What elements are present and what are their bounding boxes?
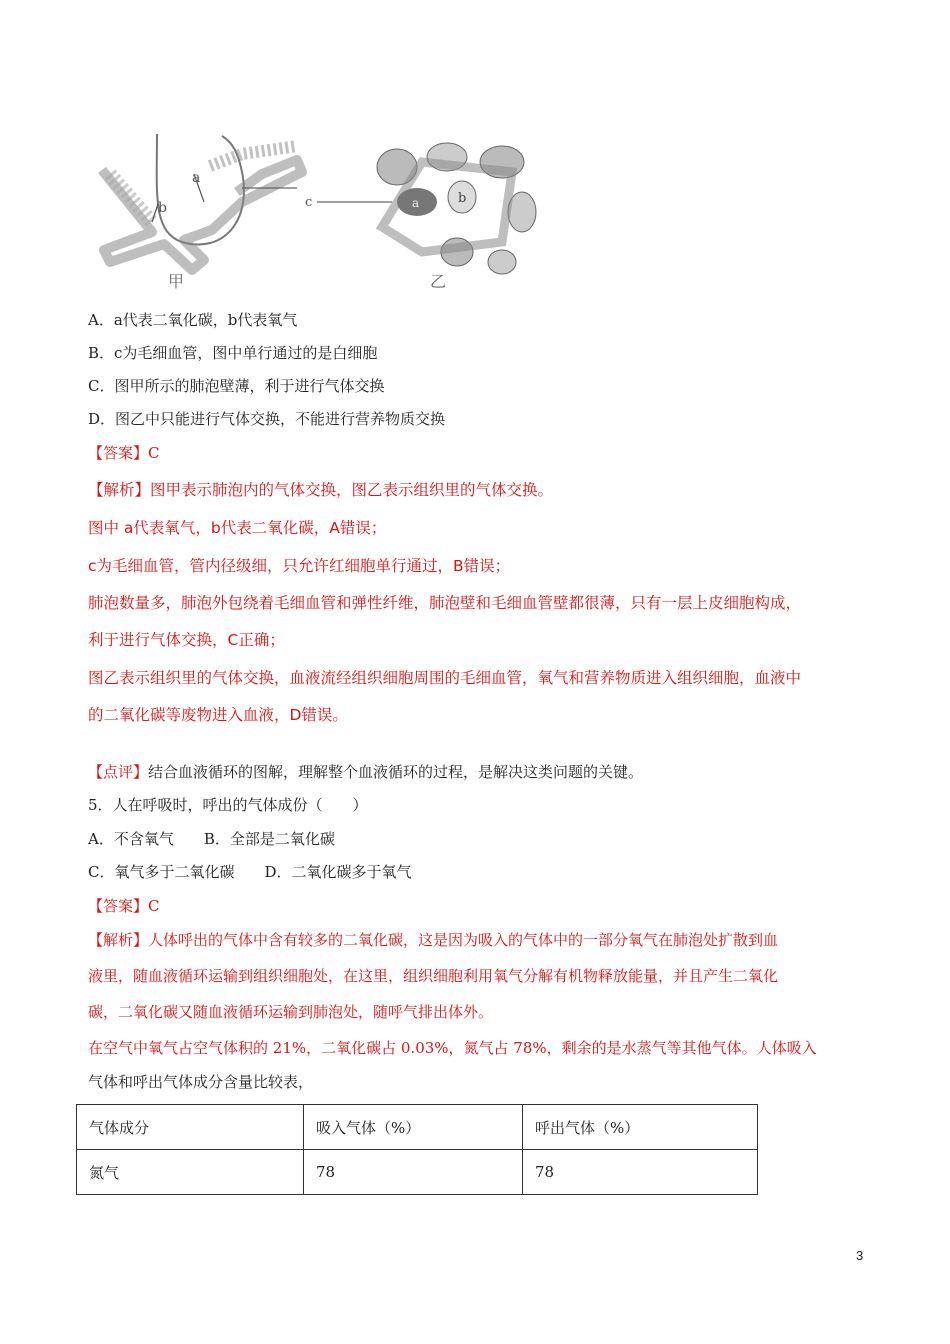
q5-answer: 【答案】C	[88, 897, 160, 915]
q5-analysis-tag: 【解析】	[88, 931, 149, 949]
q4-option-a: A．a代表二氧化碳，b代表氧气	[88, 311, 298, 329]
q4-analysis-line-3: c为毛细血管，管内径级细，只允许红细胞单行通过，B错误；	[88, 557, 511, 575]
q4-analysis-line-5: 利于进行气体交换，C正确；	[88, 631, 285, 649]
table-cell: 氮气	[77, 1150, 304, 1195]
lung-tissue-diagram	[92, 122, 552, 297]
q4-analysis-tag: 【解析】	[88, 481, 151, 499]
q4-comment-line	[88, 762, 643, 782]
label-yi: 乙	[430, 272, 447, 291]
q5-analysis-line-5: 气体和呼出气体成分含量比较表，	[88, 1073, 314, 1091]
table-header-row	[77, 1105, 758, 1150]
q5-analysis-line-2: 液里，随血液循环运输到组织细胞处，在这里，组织细胞利用氧气分解有机物释放能量，并且产生二氧化	[88, 967, 779, 985]
q4-comment-text: 结合血液循环的图解，理解整个血液循环的过程，是解决这类问题的关键。	[148, 763, 644, 781]
table-header-cell: 气体成分	[77, 1105, 304, 1150]
tissue-diagram-yi	[305, 143, 536, 291]
label-a2: a	[412, 196, 420, 210]
q4-analysis-line-2: 图中 a代表氧气，b代表二氧化碳，A错误；	[88, 519, 387, 537]
q5-analysis-line-4: 在空气中氧气占空气体积的 21%，二氧化碳占 0.03%，氮气占 78%，剩余的是水蒸气等其他气体。人体吸入	[88, 1039, 817, 1057]
table-header-cell: 吸入气体（%）	[304, 1105, 523, 1150]
q4-answer: 【答案】C	[88, 444, 160, 462]
q5-analysis-line-1	[88, 930, 778, 950]
q4-option-c: C．图甲所示的肺泡壁薄，利于进行气体交换	[88, 377, 385, 395]
q5-options-ab: A．不含氧气 B．全部是二氧化碳	[88, 830, 335, 848]
table-cell: 78	[523, 1150, 758, 1195]
q5-analysis-text-1: 人体呼出的气体中含有较多的二氧化碳，这是因为吸入的气体中的一部分氧气在肺泡处扩散到血	[148, 931, 779, 949]
gas-composition-table	[76, 1104, 758, 1195]
label-b2: b	[458, 191, 467, 206]
q4-analysis-line-6: 图乙表示组织里的气体交换，血液流经组织细胞周围的毛细血管，氧气和营养物质进入组织细胞，血液中	[88, 669, 802, 687]
q4-analysis-line-4: 肺泡数量多，肺泡外包绕着毛细血管和弹性纤维，肺泡壁和毛细血管壁都很薄，只有一层上皮细胞构成，	[88, 594, 802, 612]
q5-analysis-line-3: 碳，二氧化碳又随血液循环运输到肺泡处，随呼气排出体外。	[88, 1003, 494, 1021]
label-c: c	[305, 195, 313, 210]
table-row	[77, 1150, 758, 1195]
table-header-cell: 呼出气体（%）	[523, 1105, 758, 1150]
label-a: a	[192, 170, 201, 186]
q4-option-b: B．c为毛细血管，图中单行通过的是白细胞	[88, 344, 378, 362]
q4-option-d: D．图乙中只能进行气体交换，不能进行营养物质交换	[88, 410, 446, 428]
q5-options-cd: C．氧气多于二氧化碳 D．二氧化碳多于氧气	[88, 863, 412, 881]
q4-comment-tag: 【点评】	[88, 763, 149, 781]
q4-analysis-line-7: 的二氧化碳等废物进入血液，D错误。	[88, 706, 348, 724]
page-number: 3	[856, 1248, 864, 1263]
label-b: b	[158, 200, 167, 216]
q4-analysis-line-1	[88, 480, 553, 500]
q4-analysis-text-1: 图甲表示肺泡内的气体交换，图乙表示组织里的气体交换。	[150, 481, 554, 499]
q5-stem: 5．人在呼吸时，呼出的气体成份（ ）	[88, 796, 368, 814]
alveolus-diagram-jia	[102, 134, 302, 291]
table-cell: 78	[304, 1150, 523, 1195]
label-jia: 甲	[168, 272, 185, 291]
